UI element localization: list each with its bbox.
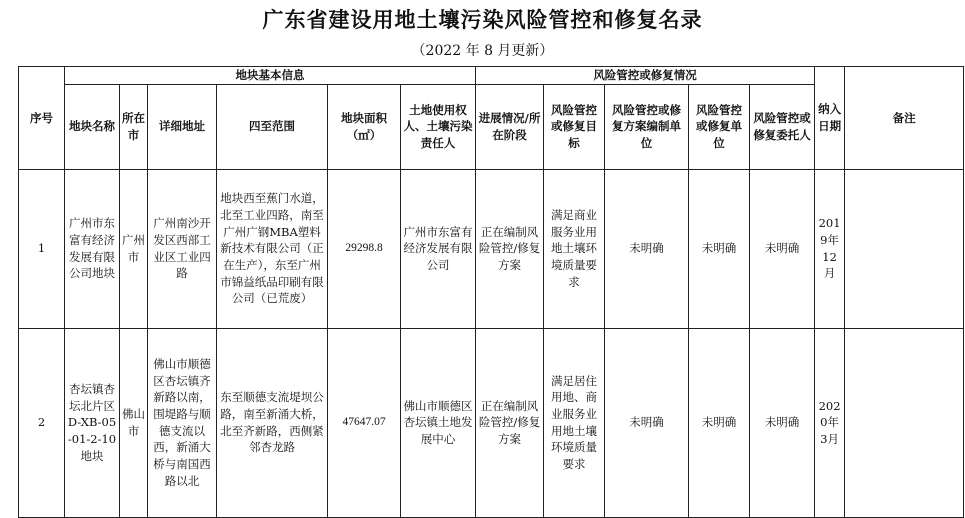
cell-boundaries: 地块西至蕉门水道，北至工业四路，南至广州广钢MBA塑料新技术有限公司（正在生产），东至广州市锦益纸品印刷有限公司（已荒废） xyxy=(217,169,328,328)
cell-area: 47647.07 xyxy=(328,328,401,517)
cell-city: 佛山市 xyxy=(120,328,148,517)
cell-address: 佛山市顺德区杏坛镇齐新路以南，围堤路与顺德支流以西，新涌大桥与南国西路以北 xyxy=(148,328,217,517)
header-owner: 土地使用权人、土壤污染责任人 xyxy=(401,84,476,169)
registry-table xyxy=(18,66,964,518)
cell-target: 满足居住用地、商业服务业用地土壤环境质量要求 xyxy=(544,328,605,517)
cell-plot-name: 杏坛镇杏坛北片区D-XB-05-01-2-10地块 xyxy=(65,328,120,517)
table-row xyxy=(19,328,964,517)
header-area: 地块面积（㎡） xyxy=(328,84,401,169)
cell-seq: 1 xyxy=(19,169,65,328)
cell-target: 满足商业服务业用地土壤环境质量要求 xyxy=(544,169,605,328)
cell-plot-name: 广州市东富有经济发展有限公司地块 xyxy=(65,169,120,328)
cell-seq: 2 xyxy=(19,328,65,517)
header-plan-unit: 风险管控或修复方案编制单位 xyxy=(605,84,689,169)
cell-city: 广州市 xyxy=(120,169,148,328)
cell-date: 2019年12月 xyxy=(815,169,845,328)
cell-repair-unit: 未明确 xyxy=(689,328,750,517)
header-target: 风险管控或修复目标 xyxy=(544,84,605,169)
header-city: 所在市 xyxy=(120,84,148,169)
header-seq: 序号 xyxy=(19,67,65,170)
group-basic-info: 地块基本信息 xyxy=(65,67,476,85)
header-remarks: 备注 xyxy=(845,67,964,170)
cell-repair-unit: 未明确 xyxy=(689,169,750,328)
cell-remarks xyxy=(845,328,964,517)
cell-client: 未明确 xyxy=(750,169,815,328)
cell-client: 未明确 xyxy=(750,328,815,517)
cell-owner: 佛山市顺德区杏坛镇土地发展中心 xyxy=(401,328,476,517)
cell-boundaries: 东至顺德支流堤坝公路，南至新涌大桥，北至齐新路，西侧紧邻杏龙路 xyxy=(217,328,328,517)
table-row xyxy=(19,169,964,328)
group-risk-info: 风险管控或修复情况 xyxy=(476,67,815,85)
header-repair-unit: 风险管控或修复单位 xyxy=(689,84,750,169)
header-client: 风险管控或修复委托人 xyxy=(750,84,815,169)
cell-plan-unit: 未明确 xyxy=(605,169,689,328)
cell-date: 2020年3月 xyxy=(815,328,845,517)
cell-progress: 正在编制风险管控/修复方案 xyxy=(476,169,544,328)
cell-plan-unit: 未明确 xyxy=(605,328,689,517)
cell-owner: 广州市东富有经济发展有限公司 xyxy=(401,169,476,328)
header-plot-name: 地块名称 xyxy=(65,84,120,169)
cell-area: 29298.8 xyxy=(328,169,401,328)
cell-progress: 正在编制风险管控/修复方案 xyxy=(476,328,544,517)
header-progress: 进展情况/所在阶段 xyxy=(476,84,544,169)
header-boundaries: 四至范围 xyxy=(217,84,328,169)
header-address: 详细地址 xyxy=(148,84,217,169)
header-date: 纳入日期 xyxy=(815,67,845,170)
cell-remarks xyxy=(845,169,964,328)
cell-address: 广州南沙开发区西部工业区工业四路 xyxy=(148,169,217,328)
document-title: 广东省建设用地土壤污染风险管控和修复名录 xyxy=(262,7,703,32)
document-subtitle: （2022 年 8 月更新） xyxy=(411,43,554,59)
